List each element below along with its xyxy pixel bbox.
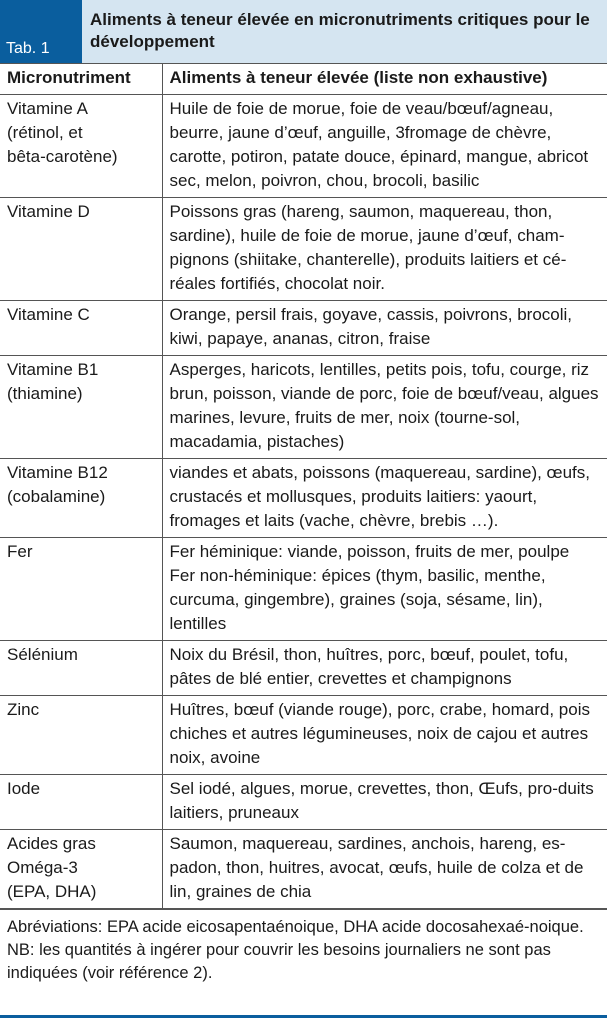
foods-cell bbox=[162, 641, 607, 696]
foods-text: Fer héminique: viande, poisson, fruits de mer, poulpe bbox=[169, 542, 570, 561]
foods-text: Fer non-héminique: épices (thym, basilic, menthe, curcuma, gingembre), graines (soja, sésame, lin), lentilles bbox=[169, 566, 546, 633]
table-row bbox=[0, 198, 607, 301]
foods-text: Saumon, maquereau, sardines, anchois, hareng, es-padon, thon, huitres, avocat, œufs, huile de colza et de lin, graines de chia bbox=[169, 834, 584, 901]
micronutrient-cell bbox=[0, 198, 162, 301]
table-row bbox=[0, 301, 607, 356]
table-title: Aliments à teneur élevée en micronutriments critiques pour le développement bbox=[82, 0, 607, 63]
table-row bbox=[0, 459, 607, 538]
table-body bbox=[0, 95, 607, 909]
foods-text: Noix du Brésil, thon, huîtres, porc, bœuf, poulet, tofu, pâtes de blé entier, crevettes et champignons bbox=[169, 645, 569, 688]
micronutrient-cell bbox=[0, 696, 162, 775]
micronutrient-name-line: Sélénium bbox=[7, 645, 78, 664]
micronutrient-name-line: Vitamine B1 bbox=[7, 360, 99, 379]
micronutrient-name-line: (EPA, DHA) bbox=[7, 882, 97, 901]
micronutrient-cell bbox=[0, 641, 162, 696]
micronutrient-cell bbox=[0, 538, 162, 641]
foods-text: Asperges, haricots, lentilles, petits pois, tofu, courge, riz brun, poisson, viande de porc, foie de bœuf/veau, algues marines, levure, fruits de mer, noix (tourne-sol, macadamia, pistaches) bbox=[169, 360, 599, 451]
foods-cell bbox=[162, 696, 607, 775]
micronutrient-name-line: (thiamine) bbox=[7, 384, 83, 403]
micronutrient-name-line: (rétinol, et bbox=[7, 123, 83, 142]
micronutrient-name-line: Acides gras bbox=[7, 834, 96, 853]
column-header-micronutrient: Micronutriment bbox=[0, 64, 162, 95]
foods-text: Huile de foie de morue, foie de veau/bœuf/agneau, beurre, jaune d’œuf, anguille, 3fromage de chèvre, carotte, potiron, patate douce, épinard, mangue, abricot sec, melon, poivron, chou, brocoli, basilic bbox=[169, 99, 589, 190]
table-row bbox=[0, 641, 607, 696]
table-row bbox=[0, 538, 607, 641]
foods-text: Poissons gras (hareng, saumon, maquereau, thon, sardine), huile de foie de morue, jaune d’œuf, cham-pignons (shiitake, chanterelle), produits laitiers et cé-réales fortifiés, chocolat noir. bbox=[169, 202, 567, 293]
micronutrient-name-line: Fer bbox=[7, 542, 33, 561]
foods-text: viandes et abats, poissons (maquereau, sardine), œufs, crustacés et mollusques, produits laitiers: yaourt, fromages et laits (vache, chèvre, brebis …). bbox=[169, 463, 590, 530]
bottom-rule bbox=[0, 1015, 607, 1018]
micronutrient-cell bbox=[0, 830, 162, 909]
foods-text: Sel iodé, algues, morue, crevettes, thon, Œufs, pro-duits laitiers, pruneaux bbox=[169, 779, 594, 822]
foods-cell bbox=[162, 538, 607, 641]
micronutrient-name-line: Vitamine C bbox=[7, 305, 90, 324]
table-row bbox=[0, 775, 607, 830]
table-row bbox=[0, 830, 607, 909]
micronutrient-name-line: Vitamine D bbox=[7, 202, 90, 221]
table-row bbox=[0, 95, 607, 198]
foods-cell bbox=[162, 830, 607, 909]
micronutrient-name-line: Zinc bbox=[7, 700, 40, 719]
footnote: Abréviations: EPA acide eicosapentaénoique, DHA acide docosahexaé-noique. NB: les quantités à ingérer pour couvrir les besoins journaliers ne sont pas indiquées (voir référence 2). bbox=[0, 909, 607, 985]
micronutrient-cell bbox=[0, 301, 162, 356]
foods-cell bbox=[162, 198, 607, 301]
foods-cell bbox=[162, 95, 607, 198]
micronutrient-cell bbox=[0, 459, 162, 538]
micronutrient-name-line: bêta-carotène) bbox=[7, 147, 118, 166]
column-header-row bbox=[0, 64, 607, 95]
micronutrient-name-line: Oméga-3 bbox=[7, 858, 78, 877]
column-header-foods: Aliments à teneur élevée (liste non exhaustive) bbox=[162, 64, 607, 95]
micronutrient-cell bbox=[0, 356, 162, 459]
micronutrient-cell bbox=[0, 775, 162, 830]
table-header-band bbox=[0, 0, 607, 63]
micronutrient-name-line: Iode bbox=[7, 779, 41, 798]
foods-cell bbox=[162, 356, 607, 459]
foods-text: Orange, persil frais, goyave, cassis, poivrons, brocoli, kiwi, papaye, ananas, citron, fraise bbox=[169, 305, 573, 348]
table-row bbox=[0, 696, 607, 775]
foods-cell bbox=[162, 775, 607, 830]
micronutrient-name-line: Vitamine B12 bbox=[7, 463, 108, 482]
micronutrient-name-line: (cobalamine) bbox=[7, 487, 106, 506]
table-number-label: Tab. 1 bbox=[0, 0, 82, 63]
micronutrient-name-line: Vitamine A bbox=[7, 99, 88, 118]
table-row bbox=[0, 356, 607, 459]
micronutrient-table bbox=[0, 63, 607, 909]
foods-text: Huîtres, bœuf (viande rouge), porc, crabe, homard, pois chiches et autres légumineuses, noix de cajou et autres noix, avoine bbox=[169, 700, 590, 767]
foods-cell bbox=[162, 301, 607, 356]
foods-cell bbox=[162, 459, 607, 538]
micronutrient-cell bbox=[0, 95, 162, 198]
